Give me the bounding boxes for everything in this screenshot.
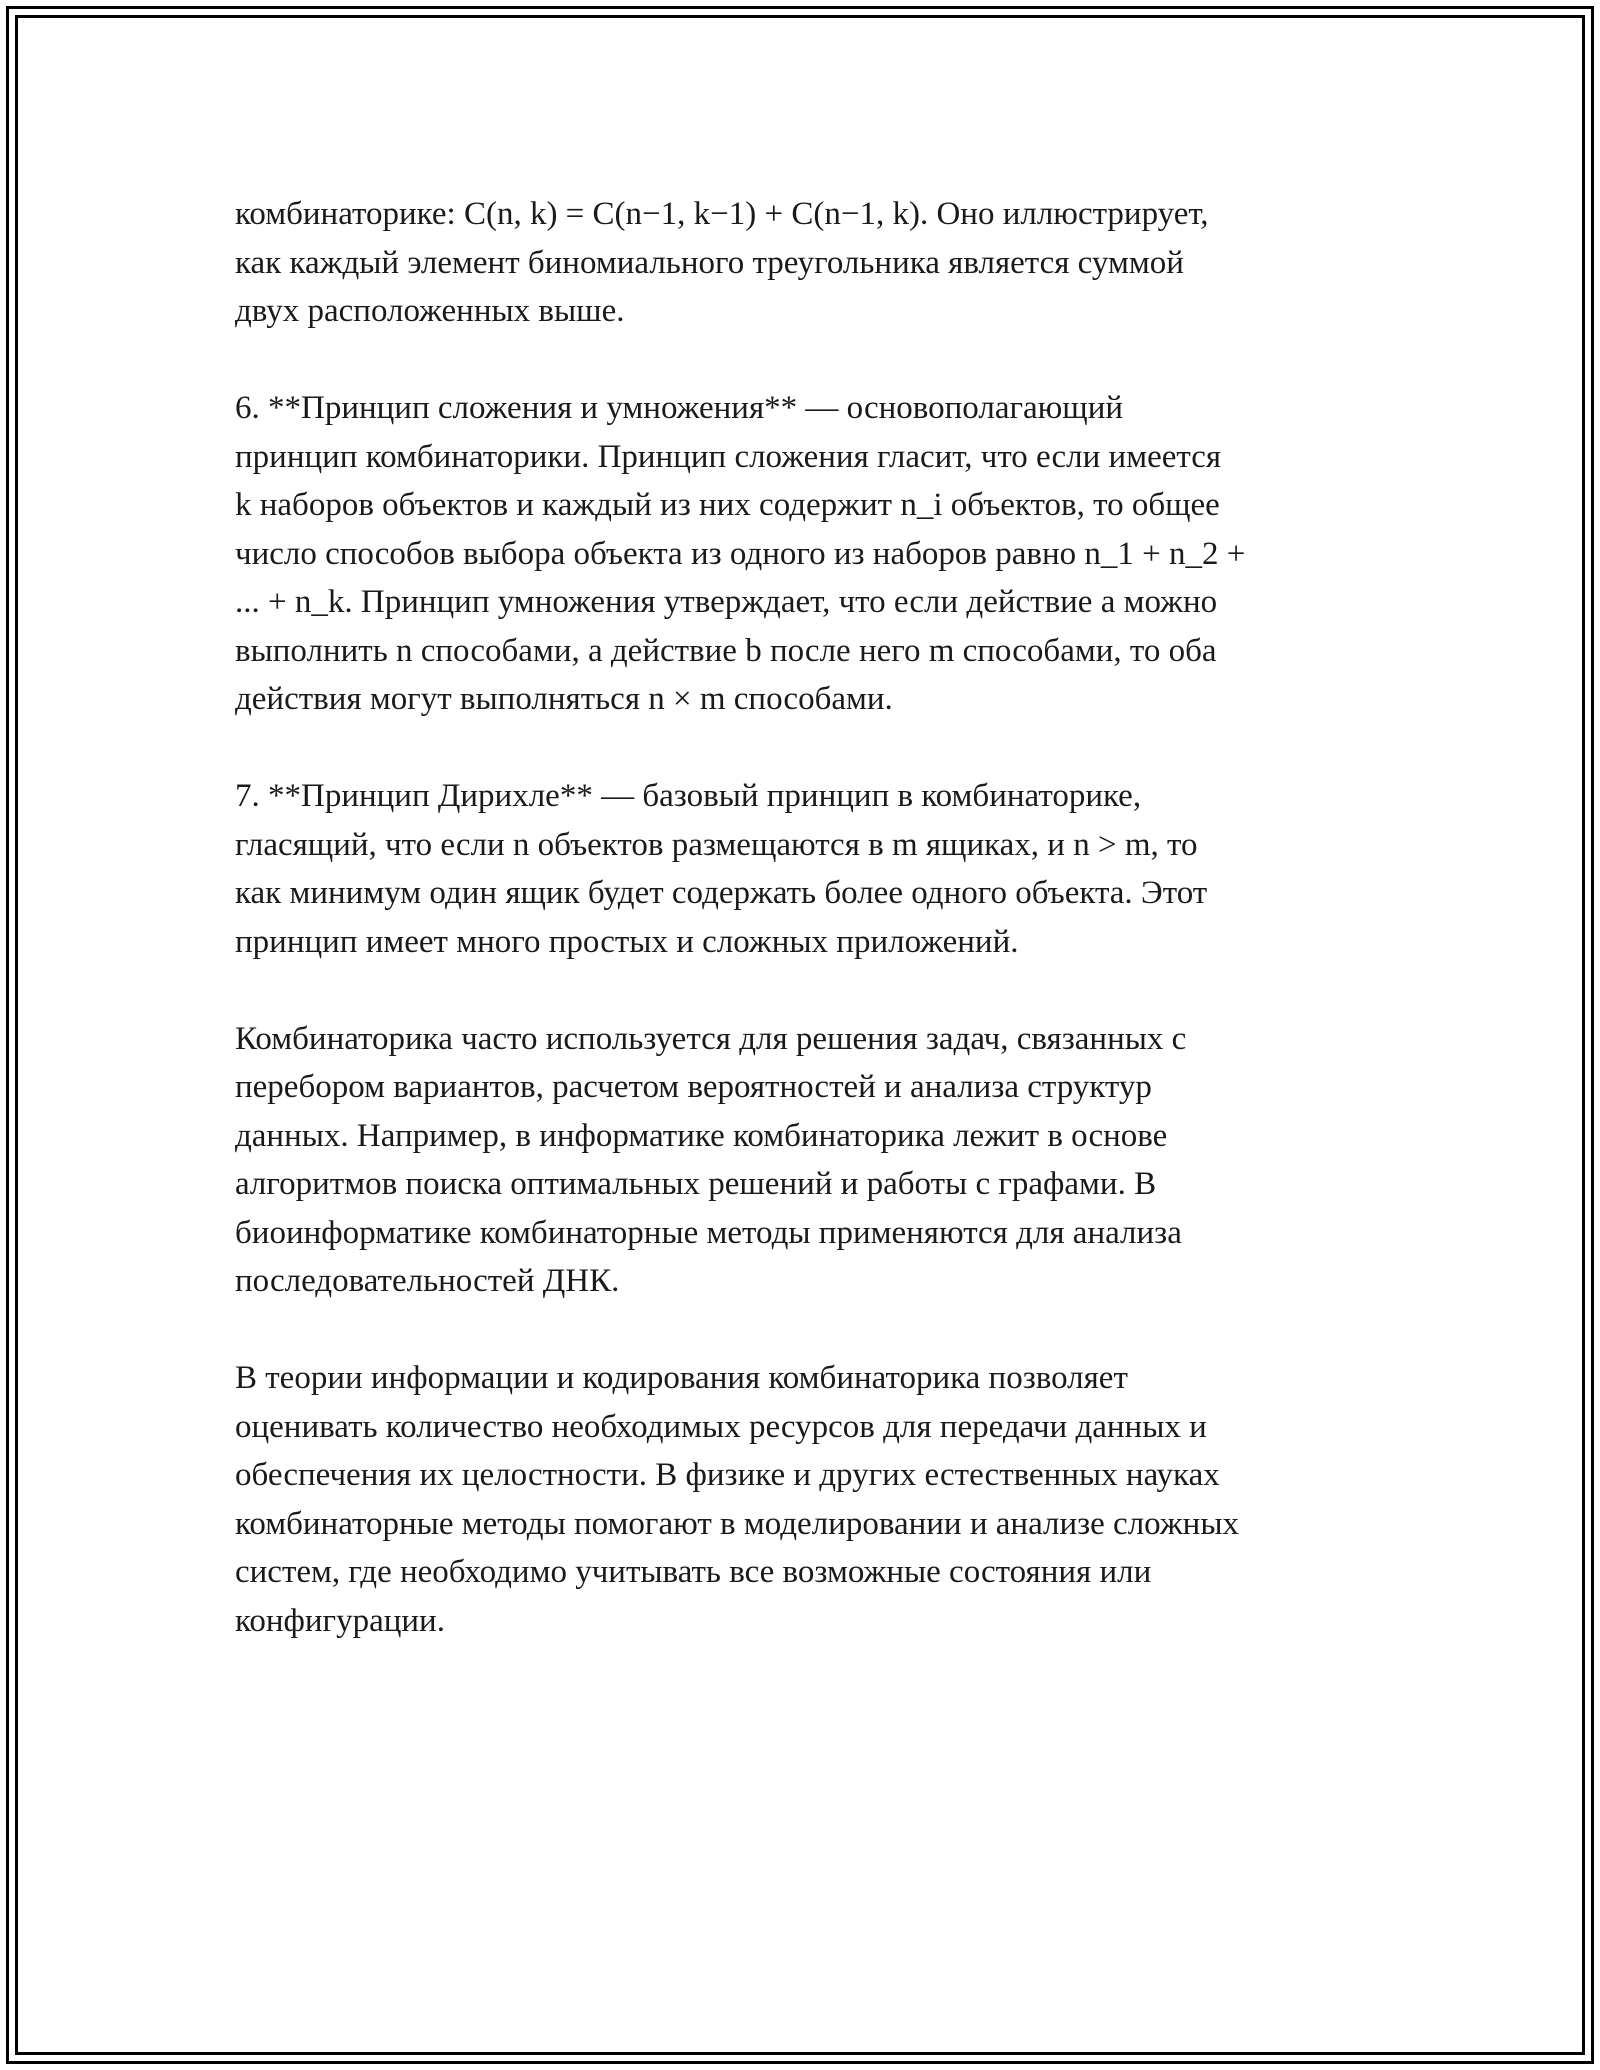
paragraph-sum-product-principle: 6. **Принцип сложения и умножения** — основополагающий принцип комбинаторики. Принцип сложения гласит, что если имеется k наборов объектов и каждый из них содержит n_i объектов, то общее число способов выбора объекта из одного из наборов равно n_1 + n_2 + ... + n_k. Принцип умножения утверждает, что если действие a можно выполнить n способами, а действие b после него m способами, то оба действия могут выполняться n × m способами. (235, 390, 1246, 717)
paragraph-pigeonhole-principle: 7. **Принцип Дирихле** — базовый принцип в комбинаторике, гласящий, что если n объектов размещаются в m ящиках, и n > m, то как минимум один ящик будет содержать более одного объекта. Этот принцип имеет много простых и сложных приложений. (235, 778, 1208, 960)
paragraph-applications: Комбинаторика часто используется для решения задач, связанных с перебором вариантов, расчетом вероятностей и анализа структур данных. Например, в информатике комбинаторика лежит в основе алгоритмов поиска оптимальных решений и работы с графами. В биоинформатике комбинаторные методы применяются для анализа последовательностей ДНК. (235, 1020, 1187, 1299)
paragraph-information-theory: В теории информации и кодирования комбинаторика позволяет оценивать количество необходимых ресурсов для передачи данных и обеспечения их целостности. В физике и других естественных науках комбинаторные методы помогают в моделировании и анализе сложных систем, где необходимо учитывать все возможные состояния или конфигурации. (235, 1360, 1239, 1639)
paragraph-binomial-recurrence: комбинаторике: C(n, k) = C(n−1, k−1) + C(n−1, k). Оно иллюстрирует, как каждый элемент биномиального треугольника является суммой двух расположенных выше. (235, 196, 1209, 329)
document-body (235, 190, 1375, 1694)
